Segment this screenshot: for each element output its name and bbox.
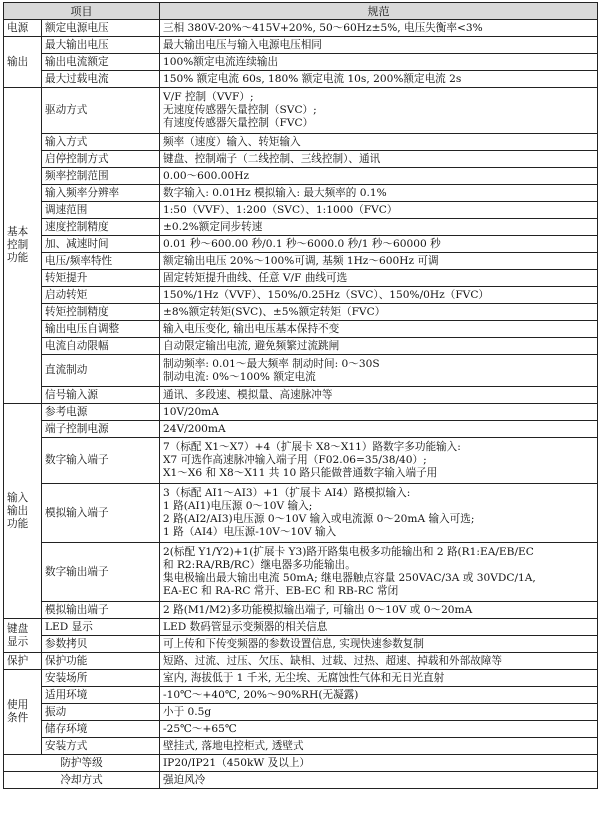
item-cell: 频率控制范围 — [42, 168, 160, 185]
item-cell: LED 显示 — [42, 619, 160, 636]
spec-line: 额定输出电压 20%～100%可调, 基频 1Hz～600Hz 可调 — [163, 254, 439, 267]
item-cell: 参数拷贝 — [42, 636, 160, 653]
table-row — [4, 404, 598, 421]
spec-line: 室内, 海拔低于 1 千米, 无尘埃、无腐蚀性气体和无日光直射 — [163, 671, 445, 684]
category-cell — [4, 404, 42, 619]
item-cell: 振动 — [42, 704, 160, 721]
item-cell: 电流自动限幅 — [42, 338, 160, 355]
spec-cell — [160, 338, 598, 355]
table-row — [4, 168, 598, 185]
category-label: 功能 — [7, 517, 29, 530]
spec-line: 0.01 秒～600.00 秒/0.1 秒～6000.0 秒/1 秒～60000 秒 — [163, 237, 441, 250]
table-row — [4, 134, 598, 151]
item-cell: 最大输出电压 — [42, 37, 160, 54]
spec-cell — [160, 71, 598, 88]
spec-line: 100%额定电流连续输出 — [163, 55, 279, 68]
spec-cell — [160, 404, 598, 421]
item-cell: 安装场所 — [42, 670, 160, 687]
spec-cell — [160, 253, 598, 270]
table-row — [4, 304, 598, 321]
spec-table — [3, 2, 598, 789]
spec-cell — [160, 421, 598, 438]
table-row — [4, 219, 598, 236]
spec-line: 最大输出电压与输入电源电压相同 — [163, 38, 322, 51]
spec-cell — [160, 219, 598, 236]
table-row — [4, 755, 598, 772]
spec-cell — [160, 687, 598, 704]
spec-cell — [160, 88, 598, 134]
category-label: 使用 — [7, 699, 29, 711]
category-label: 控制 — [7, 239, 29, 251]
item-cell: 启动转矩 — [42, 287, 160, 304]
spec-cell — [160, 202, 598, 219]
category-cell — [4, 619, 42, 653]
item-cell: 转矩控制精度 — [42, 304, 160, 321]
table-row — [4, 704, 598, 721]
spec-line: 小于 0.5g — [163, 705, 212, 718]
spec-line: 无速度传感器矢量控制（SVC）; — [163, 104, 317, 116]
table-row — [4, 287, 598, 304]
table-row — [4, 721, 598, 738]
item-cell: 数字输入端子 — [42, 438, 160, 484]
table-row — [4, 270, 598, 287]
spec-cell — [160, 438, 598, 484]
spec-line: 0.00～600.00Hz — [163, 169, 250, 182]
spec-cell — [160, 670, 598, 687]
category-label: 功能 — [7, 252, 29, 264]
spec-cell — [160, 304, 598, 321]
spec-line: 150%/1Hz（VVF）、150%/0.25Hz（SVC）、150%/0Hz（FVC） — [163, 288, 490, 301]
spec-cell — [160, 602, 598, 619]
table-row — [4, 543, 598, 602]
spec-line: 自动限定输出电流, 避免频繁过流跳闸 — [163, 339, 340, 352]
table-row — [4, 484, 598, 543]
item-cell: 调速范围 — [42, 202, 160, 219]
spec-cell — [160, 185, 598, 202]
table-row — [4, 687, 598, 704]
spec-line: 24V/200mA — [163, 422, 226, 435]
table-row — [4, 636, 598, 653]
spec-cell — [160, 653, 598, 670]
table-row — [4, 387, 598, 404]
spec-line: LED 数码管显示变频器的相关信息 — [163, 620, 328, 633]
item-cell: 信号输入源 — [42, 387, 160, 404]
item-cell: 模拟输入端子 — [42, 484, 160, 543]
spec-cell — [160, 636, 598, 653]
category-label: 输出 — [7, 55, 29, 68]
spec-cell — [160, 37, 598, 54]
category-label: 输出 — [7, 504, 29, 517]
spec-line: 三相 380V-20%～415V+20%, 50～60Hz±5%, 电压失衡率<3% — [163, 21, 483, 34]
table-row — [4, 602, 598, 619]
category-cell — [4, 37, 42, 88]
item-cell: 额定电源电压 — [42, 20, 160, 37]
spec-line: 输入电压变化, 输出电压基本保持不变 — [163, 322, 340, 335]
table-row — [4, 88, 598, 134]
spec-line: 1 路（AI4）电压源-10V～10V 输入 — [163, 526, 337, 538]
spec-line: 10V/20mA — [163, 405, 219, 418]
spec-cell — [160, 387, 598, 404]
spec-line: X1～X6 和 X8～X11 共 10 路只能做普通数字输入端子用 — [163, 467, 438, 479]
spec-cell — [160, 619, 598, 636]
table-row — [4, 670, 598, 687]
spec-cell — [160, 321, 598, 338]
spec-cell — [160, 270, 598, 287]
spec-line: 壁挂式, 落地电控柜式, 透壁式 — [163, 739, 304, 752]
table-row — [4, 421, 598, 438]
spec-line: 1 路(AI1)电压源 0～10V 输入; — [163, 500, 313, 512]
spec-line: 短路、过流、过压、欠压、缺相、过载、过热、超速、掉载和外部故障等 — [163, 654, 502, 667]
table-row — [4, 37, 598, 54]
item-cell: 适用环境 — [42, 687, 160, 704]
spec-line: IP20/IP21（450kW 及以上） — [163, 756, 311, 769]
category-label: 条件 — [7, 712, 29, 724]
spec-line: 制动频率: 0.01～最大频率 制动时间: 0～30S — [163, 357, 380, 370]
table-row — [4, 338, 598, 355]
spec-cell — [160, 772, 598, 789]
item-cell: 参考电源 — [42, 404, 160, 421]
spec-cell — [160, 236, 598, 253]
item-cell: 数字输出端子 — [42, 543, 160, 602]
item-cell: 转矩提升 — [42, 270, 160, 287]
spec-cell — [160, 134, 598, 151]
table-row — [4, 355, 598, 387]
spec-line: 集电极输出最大输出电流 50mA; 继电器触点容量 250VAC/3A 或 30VDC/1A, — [163, 572, 536, 584]
header-spec: 规范 — [160, 3, 598, 20]
table-row — [4, 236, 598, 253]
table-row — [4, 151, 598, 168]
spec-line: 频率（速度）输入、转矩输入 — [163, 135, 301, 148]
table-row — [4, 202, 598, 219]
spec-line: ±0.2%额定同步转速 — [163, 220, 263, 233]
table-row — [4, 71, 598, 88]
table-row — [4, 653, 598, 670]
spec-cell — [160, 151, 598, 168]
spec-line: 7（标配 X1～X7）+4（扩展卡 X8～X11）路数字多功能输入: — [163, 441, 461, 453]
spec-line: 数字输入: 0.01Hz 模拟输入: 最大频率的 0.1% — [163, 186, 387, 199]
spec-cell — [160, 721, 598, 738]
item-cell: 防护等级 — [4, 755, 160, 772]
item-cell: 最大过载电流 — [42, 71, 160, 88]
spec-line: 2 路(AI2/AI3)电压源 0～10V 输入或电流源 0～20mA 输入可选; — [163, 513, 475, 525]
spec-line: 150% 额定电流 60s, 180% 额定电流 10s, 200%额定电流 2s — [163, 72, 462, 85]
item-cell: 启停控制方式 — [42, 151, 160, 168]
item-cell: 端子控制电源 — [42, 421, 160, 438]
spec-line: V/F 控制（VVF）; — [163, 91, 254, 103]
spec-cell — [160, 287, 598, 304]
spec-line: 可上传和下传变频器的参数设置信息, 实现快速参数复制 — [163, 637, 424, 650]
spec-body — [4, 20, 598, 789]
item-cell: 安装方式 — [42, 738, 160, 755]
table-row — [4, 54, 598, 71]
spec-line: -25℃～+65℃ — [163, 722, 237, 735]
spec-line: -10℃～+40℃, 20%～90%RH(无凝露) — [163, 688, 359, 701]
item-cell: 输入频率分辨率 — [42, 185, 160, 202]
spec-line: 2 路(M1/M2)多功能模拟输出端子, 可输出 0～10V 或 0～20mA — [163, 603, 473, 616]
table-row — [4, 253, 598, 270]
spec-line: EA-EC 和 RA-RC 常开、EB-EC 和 RB-RC 常闭 — [163, 585, 399, 597]
category-label: 电源 — [7, 21, 29, 34]
spec-cell — [160, 543, 598, 602]
spec-line: 通讯、多段速、模拟量、高速脉冲等 — [163, 388, 333, 401]
spec-cell — [160, 20, 598, 37]
category-label: 键盘 — [7, 622, 29, 635]
spec-line: 强迫风冷 — [163, 773, 206, 786]
table-row — [4, 738, 598, 755]
category-label: 基本 — [7, 226, 29, 238]
item-cell: 输出电流额定 — [42, 54, 160, 71]
spec-line: 有速度传感器矢量控制（FVC） — [163, 117, 314, 129]
spec-line: 键盘、控制端子（二线控制、三线控制）、通讯 — [163, 152, 381, 165]
item-cell: 输入方式 — [42, 134, 160, 151]
spec-cell — [160, 738, 598, 755]
table-row — [4, 438, 598, 484]
spec-line: 和 R2:RA/RB/RC）继电器多功能输出。 — [163, 559, 356, 571]
table-row — [4, 20, 598, 37]
category-label: 输入 — [7, 491, 29, 504]
spec-line: 3（标配 AI1～AI3）+1（扩展卡 AI4）路模拟输入: — [163, 487, 411, 499]
spec-line: 制动电流: 0%～100% 额定电流 — [163, 370, 316, 383]
spec-cell — [160, 704, 598, 721]
table-header-row — [4, 3, 598, 20]
table-row — [4, 619, 598, 636]
category-cell — [4, 20, 42, 37]
item-cell: 直流制动 — [42, 355, 160, 387]
category-label: 显示 — [7, 635, 29, 648]
category-label: 保护 — [7, 654, 29, 667]
spec-line: 1:50（VVF）、1:200（SVC）、1:1000（FVC） — [163, 203, 398, 216]
item-cell: 速度控制精度 — [42, 219, 160, 236]
item-cell: 加、减速时间 — [42, 236, 160, 253]
item-cell: 电压/频率特性 — [42, 253, 160, 270]
table-row — [4, 772, 598, 789]
spec-line: X7 可选作高速脉冲输入端子用（F02.06=35/38/40）; — [163, 454, 427, 466]
spec-line: ±8%额定转矩(SVC)、±5%额定转矩（FVC） — [163, 305, 386, 318]
spec-line: 固定转矩提升曲线、任意 V/F 曲线可选 — [163, 271, 348, 284]
item-cell: 模拟输出端子 — [42, 602, 160, 619]
category-cell — [4, 653, 42, 670]
spec-line: 2(标配 Y1/Y2)+1(扩展卡 Y3)路开路集电极多功能输出和 2 路(R1:EA/EB/EC — [163, 546, 534, 558]
spec-cell — [160, 355, 598, 387]
category-cell — [4, 670, 42, 755]
spec-cell — [160, 755, 598, 772]
item-cell: 输出电压自调整 — [42, 321, 160, 338]
spec-cell — [160, 168, 598, 185]
category-cell — [4, 88, 42, 404]
header-item: 项目 — [4, 3, 160, 20]
item-cell: 保护功能 — [42, 653, 160, 670]
item-cell: 储存环境 — [42, 721, 160, 738]
spec-cell — [160, 54, 598, 71]
item-cell: 驱动方式 — [42, 88, 160, 134]
table-row — [4, 185, 598, 202]
table-row — [4, 321, 598, 338]
item-cell: 冷却方式 — [4, 772, 160, 789]
spec-cell — [160, 484, 598, 543]
